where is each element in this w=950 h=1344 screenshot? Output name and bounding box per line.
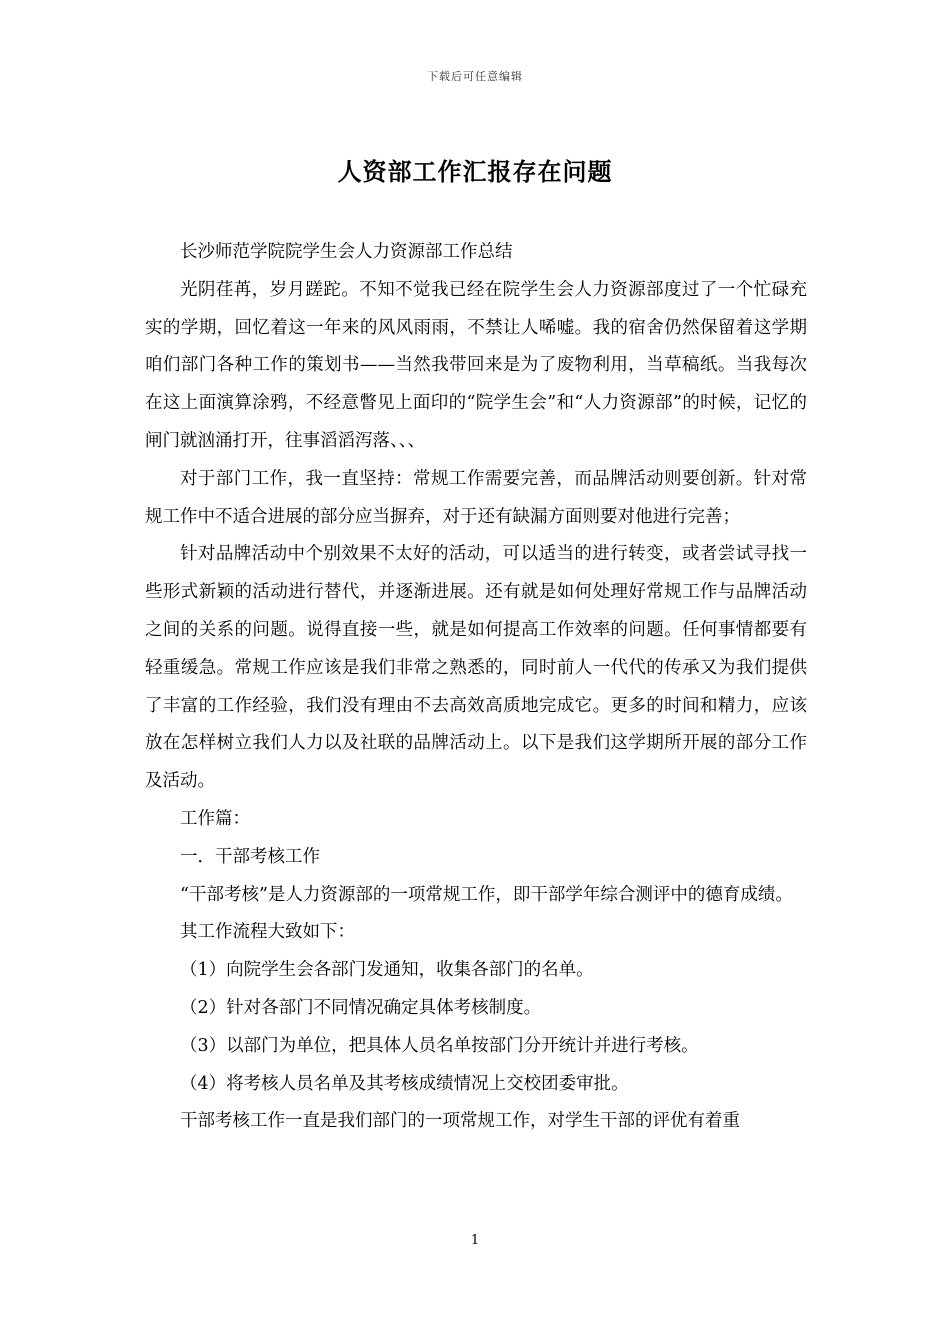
document-body: [145, 234, 807, 1141]
paragraph: “干部考核”是人力资源部的一项常规工作，即干部学年综合测评中的德育成绩。: [180, 884, 793, 905]
paragraph: 其工作流程大致如下：: [180, 922, 355, 943]
document-title: 人资部工作汇报存在问题: [337, 157, 613, 186]
list-item: （4）将考核人员名单及其考核成绩情况上交校团委审批。: [180, 1073, 629, 1094]
paragraph: 光阴荏苒，岁月蹉跎。不知不觉我已经在院学生会人力资源部度过了一个忙碌充实的学期，回忆着这一年来的风风雨雨，不禁让人唏嘘。我的宿舍仍然保留着这学期咱们部门各种工作的策划书——当然我带回来是为了废物利用，当草稿纸。当我每次在这上面演算涂鸦，不经意瞥见上面印的“院学生会”和“人力资源部”的时候，记忆的闸门就汹涌打开，往事滔滔泻落、、、: [145, 279, 807, 451]
paragraph: 干部考核工作一直是我们部门的一项常规工作，对学生干部的评优有着重: [180, 1111, 740, 1132]
page-number: 1: [470, 1233, 480, 1248]
section-heading: 工作篇：: [180, 808, 250, 829]
paragraph-subtitle: 长沙师范学院院学生会人力资源部工作总结: [180, 242, 513, 262]
paragraph: 针对品牌活动中个别效果不太好的活动，可以适当的进行转变，或者尝试寻找一些形式新颖的活动进行替代，并逐渐进展。还有就是如何处理好常规工作与品牌活动之间的关系的问题。说得直接一些，就是如何提高工作效率的问题。任何事情都要有轻重缓急。常规工作应该是我们非常之熟悉的，同时前人一代代的传承又为我们提供了丰富的工作经验，我们没有理由不去高效高质地完成它。更多的时间和精力，应该放在怎样树立我们人力以及社联的品牌活动上。以下是我们这学期所开展的部分工作及活动。: [145, 544, 807, 792]
header-note: 下载后可任意编辑: [427, 70, 523, 83]
subsection-heading: 一．干部考核工作: [180, 846, 320, 867]
list-item: （3）以部门为单位，把具体人员名单按部门分开统计并进行考核。: [180, 1035, 699, 1056]
paragraph: 对于部门工作，我一直坚持：常规工作需要完善，而品牌活动则要创新。针对常规工作中不适合进展的部分应当摒弃，对于还有缺漏方面则要对他进行完善；: [145, 468, 807, 527]
list-item: （1）向院学生会各部门发通知，收集各部门的名单。: [180, 960, 594, 981]
list-item: （2）针对各部门不同情况确定具体考核制度。: [180, 997, 542, 1018]
